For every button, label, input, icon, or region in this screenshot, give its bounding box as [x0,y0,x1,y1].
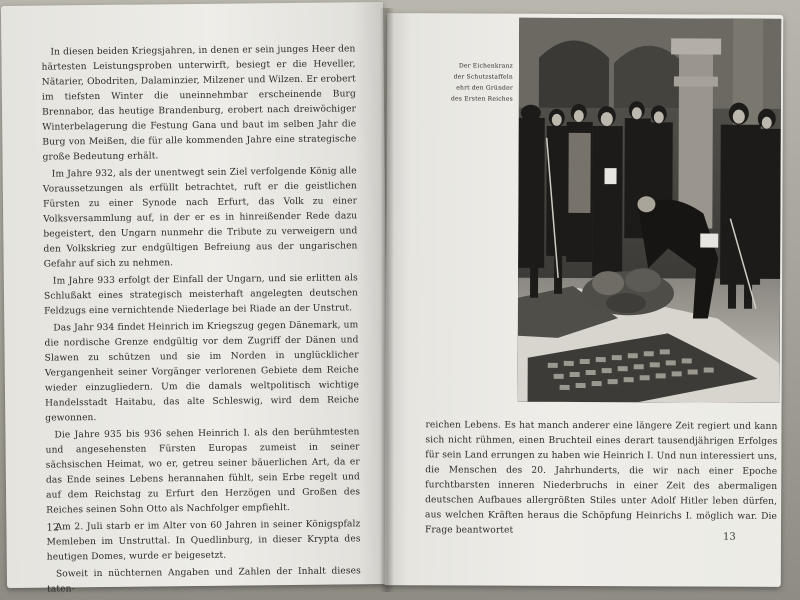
left-page-text [41,42,361,599]
right-page [385,13,783,587]
photo-illustration [518,18,782,403]
paragraph: reichen Lebens. Es hat manch anderer eine längere Zeit regiert und kann sich nicht rühmen, einen Bruchteil eines derart tausendjährigen Erfolges für sein Land errungen zu haben wie Heinrich I. Und nun interessiert uns, die Menschen des 20. Jahrhunderts, die wir nach einer Epoche furchtbarsten inneren Niederbruchs in einer Zeit des abermaligen deutschen Aufbaues allergrößten Stiles unter Adolf Hitler leben dürfen, aus welchen Kräften heraus die Schöpfung Heinrichs I. möglich war. Die Frage beantwortet [424,420,778,536]
paragraph: Am 2. Juli starb er im Alter von 60 Jahren in seiner Königspfalz Memleben im Unstruttal. In Quedlinburg, in dieser Krypta des heutigen Domes, wurde er beigesetzt. [46,519,361,563]
photo-caption [447,60,513,104]
page-number-left: 12 [46,522,60,534]
paragraph: Im Jahre 933 erfolgt der Einfall der Ungarn, und sie erlitten als Schlußakt eines strategisch meisterhaft angelegten deutschen Feldzugs eine vernichtende Niederlage bei Riade an der Unstrut. [43,273,359,317]
photograph [518,18,782,403]
paragraph: Das Jahr 934 findet Heinrich im Kriegszug gegen Dänemark, um die nordische Grenze endgültig vor dem Zugriff der Dänen und Slawen zu schützen und sie im Norden in unglücklicher Vergangenheit seiner Vorgänger verlorenen Gebiete dem Reiche wieder einzugliedern. Um die damals weltpolitisch wichtige Handelsstadt Haitabu, das alte Schleswig, wird dem Reiche gewonnen. [44,320,360,424]
caption-line: der Schutzstaffeln [453,73,513,81]
left-page [1,2,389,595]
paragraph: Soweit in nüchternen Angaben und Zahlen der Inhalt dieses taten- [47,566,361,595]
caption-line: ehrt den Gründer [456,84,513,92]
paragraph: Im Jahre 932, als der unentwegt sein Ziel verfolgende König alle Voraussetzungen als erfüllt betrachtet, ruft er die geistlichen Fürsten zu einer Synode nach Erfurt, das Volk zu einer Volksversammlung auf, in der er es in hinreißender Rede dazu begeistert, den Ungarn nunmehr die Tribute zu verweigern und den Volkskrieg zur endgültigen Befreiung aus der ungarischen Gefahr auf sich zu nehmen. [42,166,358,270]
paragraph: In diesen beiden Kriegsjahren, in denen er sein junges Heer den härtesten Leistungsproben unterwirft, besiegt er die Heveller, Nätarier, Obodriten, Dalaminzier, Milzener und Wilzen. Er erobert im tiefsten Winter die uneinnehmbar erscheinende Burg Brennabor, das heutige Brandenburg, erobert nach dreiwöchiger Winterbelagerung die Festung Gana und baut im selben Jahr die Burg von Meißen, die für alle kommenden Jahre eine strategische große Bedeutung erhält. [41,44,357,163]
right-page-text [425,418,778,542]
caption-line: des Ersten Reiches [450,95,513,103]
paragraph: Die Jahre 935 bis 936 sehen Heinrich I. als den berühmtesten und angesehensten Fürsten Europas zumeist in seiner sächsischen Heimat, wo er, getreu seiner bäuerlichen Art, da er das Ende seines Lebens herannahen fühlt, sein Erbe regelt und auf dem Reichstag zu Erfurt den Herzögen und Großen des Reiches seinen Sohn Otto als Nachfolger empfiehlt. [45,427,361,516]
page-number-right: 13 [722,531,736,543]
caption-line: Der Eichenkranz [458,62,514,70]
book-gutter [380,8,394,592]
